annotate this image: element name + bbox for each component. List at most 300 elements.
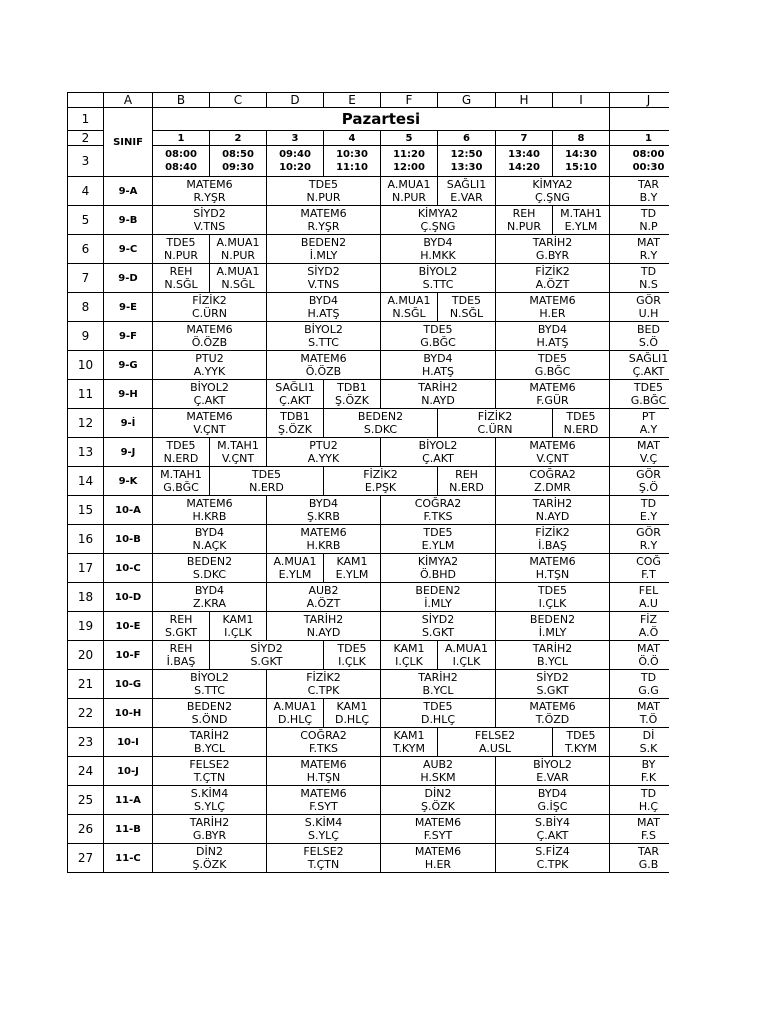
row-number[interactable]: 25 (68, 786, 104, 815)
class-name[interactable]: 11-B (104, 815, 153, 844)
lesson-cell[interactable] (381, 235, 496, 264)
lesson-cell[interactable] (153, 380, 267, 409)
lesson-cell[interactable] (153, 525, 267, 554)
lesson-teacher: V.ÇNT (193, 423, 226, 436)
lesson-cell[interactable] (210, 235, 267, 264)
lesson-cell[interactable] (153, 351, 267, 380)
lesson-cell[interactable] (610, 177, 670, 206)
lesson-cell[interactable] (153, 177, 267, 206)
lesson-cell[interactable] (153, 206, 267, 235)
lesson-subject: BEDEN2 (357, 410, 404, 423)
lesson-cell[interactable] (496, 322, 610, 351)
lesson-cell[interactable] (153, 467, 210, 496)
period-number[interactable]: 2 (210, 131, 267, 146)
lesson-cell[interactable] (496, 496, 610, 525)
period-number[interactable]: 4 (324, 131, 381, 146)
lesson-cell[interactable] (210, 641, 324, 670)
lesson-cell[interactable] (153, 264, 210, 293)
row-number[interactable]: 6 (68, 235, 104, 264)
lesson-cell[interactable] (496, 525, 610, 554)
lesson-cell[interactable] (381, 206, 496, 235)
lesson-teacher: İ.BAŞ (538, 539, 567, 552)
lesson-cell[interactable] (438, 293, 496, 322)
class-name[interactable]: 10-G (104, 670, 153, 699)
lesson-cell[interactable] (381, 293, 438, 322)
lesson-cell[interactable] (153, 641, 210, 670)
lesson-cell[interactable] (381, 554, 496, 583)
table-row (68, 815, 670, 844)
lesson-subject: TDE5 (337, 642, 367, 655)
lesson-cell[interactable] (267, 844, 381, 873)
class-header[interactable]: SINIF (104, 108, 153, 177)
lesson-teacher: C.ÜRN (477, 423, 513, 436)
lesson-teacher: İ.MLY (538, 626, 567, 639)
lesson-cell[interactable] (153, 786, 267, 815)
lesson-cell[interactable] (553, 728, 610, 757)
lesson-teacher: T.ÇTN (307, 858, 340, 871)
lesson-teacher: Z.DMR (534, 481, 571, 494)
lesson-cell[interactable] (610, 380, 670, 409)
lesson-cell[interactable] (496, 235, 610, 264)
row-number[interactable]: 8 (68, 293, 104, 322)
lesson-cell[interactable] (438, 728, 553, 757)
lesson-cell[interactable] (381, 322, 496, 351)
lesson-subject: MATEM6 (300, 787, 347, 800)
row-number[interactable]: 21 (68, 670, 104, 699)
lesson-subject: KAM1 (393, 642, 425, 655)
lesson-cell[interactable] (381, 264, 496, 293)
period-time[interactable] (267, 146, 324, 177)
lesson-cell[interactable] (496, 641, 610, 670)
lesson-cell[interactable] (381, 177, 438, 206)
lesson-teacher: H.TŞN (535, 568, 570, 581)
class-name[interactable]: 9-B (104, 206, 153, 235)
lesson-cell[interactable] (267, 293, 381, 322)
period-time[interactable] (610, 146, 670, 177)
lesson-cell[interactable] (324, 699, 381, 728)
lesson-cell[interactable] (610, 815, 670, 844)
period-number[interactable]: 5 (381, 131, 438, 146)
lesson-cell[interactable] (381, 380, 496, 409)
period-time[interactable] (438, 146, 496, 177)
lesson-cell[interactable] (267, 438, 381, 467)
class-name[interactable]: 10-I (104, 728, 153, 757)
lesson-cell[interactable] (610, 322, 670, 351)
lesson-cell[interactable] (610, 525, 670, 554)
lesson-teacher: Ö.BHD (420, 568, 456, 581)
lesson-cell[interactable] (267, 525, 381, 554)
lesson-cell[interactable] (610, 235, 670, 264)
period-time[interactable] (153, 146, 210, 177)
lesson-subject: BİYOL2 (190, 671, 229, 684)
lesson-cell[interactable] (324, 380, 381, 409)
lesson-teacher: T.KYM (565, 742, 597, 755)
lesson-cell[interactable] (610, 438, 670, 467)
lesson-cell[interactable] (267, 264, 381, 293)
lesson-cell[interactable] (324, 409, 438, 438)
lesson-cell[interactable] (381, 757, 496, 786)
lesson-teacher: F.S (640, 829, 657, 842)
lesson-cell[interactable] (610, 670, 670, 699)
column-header-a[interactable]: A (104, 93, 153, 108)
row-number[interactable]: 14 (68, 467, 104, 496)
lesson-cell[interactable] (438, 467, 496, 496)
class-name[interactable]: 9-İ (104, 409, 153, 438)
class-name[interactable]: 9-E (104, 293, 153, 322)
period-time[interactable] (496, 146, 553, 177)
lesson-cell[interactable] (610, 554, 670, 583)
lesson-cell[interactable] (496, 583, 610, 612)
lesson-cell[interactable] (210, 467, 324, 496)
lesson-cell[interactable] (610, 583, 670, 612)
lesson-subject: TD (640, 207, 657, 220)
lesson-cell[interactable] (610, 728, 670, 757)
row-number[interactable]: 23 (68, 728, 104, 757)
lesson-cell[interactable] (210, 264, 267, 293)
period-time[interactable] (553, 146, 610, 177)
lesson-teacher: B.YCL (422, 684, 454, 697)
lesson-cell[interactable] (496, 786, 610, 815)
lesson-cell[interactable] (153, 757, 267, 786)
lesson-cell[interactable] (496, 815, 610, 844)
cell[interactable] (610, 108, 670, 131)
period-time[interactable] (381, 146, 438, 177)
lesson-cell[interactable] (610, 351, 670, 380)
lesson-teacher: S.ÖND (191, 713, 228, 726)
title-row (68, 108, 670, 131)
lesson-teacher: F.SYT (423, 829, 453, 842)
class-name[interactable]: 10-H (104, 699, 153, 728)
row-number[interactable]: 15 (68, 496, 104, 525)
column-header-e[interactable]: E (324, 93, 381, 108)
lesson-cell[interactable] (267, 583, 381, 612)
lesson-teacher: S.TTC (194, 684, 225, 697)
class-name[interactable]: 9-C (104, 235, 153, 264)
lesson-cell[interactable] (496, 293, 610, 322)
lesson-subject: BİYOL2 (190, 381, 229, 394)
row-number[interactable]: 18 (68, 583, 104, 612)
lesson-cell[interactable] (496, 844, 610, 873)
column-header-i[interactable]: I (553, 93, 610, 108)
lesson-teacher: A.ÖZT (535, 278, 570, 291)
row-number[interactable]: 13 (68, 438, 104, 467)
lesson-cell[interactable] (381, 496, 496, 525)
period-number[interactable]: 1 (153, 131, 210, 146)
lesson-cell[interactable] (438, 641, 496, 670)
column-header-d[interactable]: D (267, 93, 324, 108)
row-number[interactable]: 10 (68, 351, 104, 380)
lesson-cell[interactable] (153, 728, 267, 757)
class-name[interactable]: 10-B (104, 525, 153, 554)
lesson-cell[interactable] (267, 815, 381, 844)
lesson-teacher: N.SĞL (164, 278, 198, 291)
lesson-cell[interactable] (153, 438, 210, 467)
row-number[interactable]: 3 (68, 146, 104, 177)
lesson-subject: MATEM6 (186, 323, 233, 336)
table-row (68, 728, 670, 757)
class-name[interactable]: 9-D (104, 264, 153, 293)
lesson-cell[interactable] (610, 496, 670, 525)
lesson-cell[interactable] (381, 612, 496, 641)
lesson-cell[interactable] (267, 496, 381, 525)
lesson-cell[interactable] (381, 844, 496, 873)
lesson-cell[interactable] (610, 293, 670, 322)
class-name[interactable]: 9-F (104, 322, 153, 351)
lesson-cell[interactable] (267, 670, 381, 699)
class-name[interactable]: 10-A (104, 496, 153, 525)
column-header-c[interactable]: C (210, 93, 267, 108)
period-number[interactable]: 3 (267, 131, 324, 146)
lesson-cell[interactable] (381, 815, 496, 844)
lesson-cell[interactable] (153, 583, 267, 612)
lesson-cell[interactable] (267, 380, 324, 409)
lesson-cell[interactable] (210, 612, 267, 641)
row-number[interactable]: 12 (68, 409, 104, 438)
class-name[interactable]: 10-J (104, 757, 153, 786)
period-number[interactable]: 1 (610, 131, 670, 146)
lesson-subject: A.MUA1 (273, 555, 317, 568)
lesson-teacher: C.TPK (307, 684, 340, 697)
row-number[interactable]: 26 (68, 815, 104, 844)
lesson-cell[interactable] (553, 206, 610, 235)
row-number[interactable]: 11 (68, 380, 104, 409)
row-number[interactable]: 22 (68, 699, 104, 728)
lesson-teacher: V.TNS (307, 278, 340, 291)
lesson-cell[interactable] (267, 177, 381, 206)
lesson-cell[interactable] (496, 757, 610, 786)
class-name[interactable]: 9-J (104, 438, 153, 467)
lesson-teacher: U.H (638, 307, 659, 320)
lesson-cell[interactable] (324, 641, 381, 670)
lesson-cell[interactable] (381, 670, 496, 699)
period-time[interactable] (210, 146, 267, 177)
column-header-h[interactable]: H (496, 93, 553, 108)
period-number[interactable]: 7 (496, 131, 553, 146)
lesson-subject: FELSE2 (303, 845, 344, 858)
class-name[interactable]: 11-A (104, 786, 153, 815)
lesson-cell[interactable] (267, 757, 381, 786)
table-row (68, 380, 670, 409)
row-number[interactable]: 2 (68, 131, 104, 146)
lesson-cell[interactable] (381, 699, 496, 728)
row-number[interactable]: 9 (68, 322, 104, 351)
lesson-cell[interactable] (153, 293, 267, 322)
row-number[interactable]: 27 (68, 844, 104, 873)
column-header-g[interactable]: G (438, 93, 496, 108)
table-row (68, 786, 670, 815)
period-start: 08:00 (632, 149, 665, 160)
class-name[interactable]: 11-C (104, 844, 153, 873)
lesson-teacher: N.PUR (391, 191, 427, 204)
lesson-teacher: H.ER (424, 858, 452, 871)
lesson-cell[interactable] (267, 409, 324, 438)
row-number[interactable]: 24 (68, 757, 104, 786)
lesson-cell[interactable] (381, 583, 496, 612)
lesson-teacher: V.TNS (193, 220, 226, 233)
period-number[interactable]: 6 (438, 131, 496, 146)
lesson-cell[interactable] (153, 496, 267, 525)
row-number[interactable]: 16 (68, 525, 104, 554)
lesson-subject: MATEM6 (186, 178, 233, 191)
lesson-teacher: N.AÇK (192, 539, 227, 552)
lesson-cell[interactable] (267, 786, 381, 815)
column-header-f[interactable]: F (381, 93, 438, 108)
lesson-cell[interactable] (267, 728, 381, 757)
lesson-cell[interactable] (267, 351, 381, 380)
row-number[interactable]: 7 (68, 264, 104, 293)
row-number[interactable]: 4 (68, 177, 104, 206)
lesson-cell[interactable] (381, 525, 496, 554)
lesson-subject: TAR (637, 178, 660, 191)
lesson-subject: FİZ (639, 613, 658, 626)
class-name[interactable]: 9-A (104, 177, 153, 206)
lesson-subject: BİYOL2 (418, 439, 458, 452)
lesson-cell[interactable] (610, 206, 670, 235)
lesson-cell[interactable] (610, 699, 670, 728)
lesson-teacher: Ç.AKT (536, 829, 569, 842)
lesson-subject: BİYOL2 (418, 265, 458, 278)
lesson-cell[interactable] (438, 409, 553, 438)
lesson-cell[interactable] (610, 786, 670, 815)
lesson-cell[interactable] (496, 670, 610, 699)
lesson-cell[interactable] (496, 351, 610, 380)
lesson-cell[interactable] (153, 612, 210, 641)
lesson-cell[interactable] (381, 786, 496, 815)
lesson-cell[interactable] (267, 206, 381, 235)
lesson-cell[interactable] (267, 612, 381, 641)
lesson-cell[interactable] (153, 699, 267, 728)
row-number[interactable]: 1 (68, 108, 104, 131)
lesson-cell[interactable] (210, 438, 267, 467)
lesson-teacher: İ.MLY (424, 597, 452, 610)
lesson-cell[interactable] (153, 670, 267, 699)
lesson-cell[interactable] (381, 438, 496, 467)
lesson-teacher: G.B (638, 858, 659, 871)
lesson-subject: TDE5 (308, 178, 339, 191)
lesson-subject: TDE5 (423, 323, 453, 336)
class-name[interactable]: 9-K (104, 467, 153, 496)
lesson-cell[interactable] (267, 699, 324, 728)
lesson-teacher: G.BĞC (534, 365, 571, 378)
lesson-cell[interactable] (324, 554, 381, 583)
lesson-cell[interactable] (496, 467, 610, 496)
lesson-cell[interactable] (553, 409, 610, 438)
lesson-cell[interactable] (496, 206, 553, 235)
lesson-cell[interactable] (267, 554, 324, 583)
lesson-teacher: I.ÇLK (452, 655, 481, 668)
lesson-cell[interactable] (153, 554, 267, 583)
lesson-cell[interactable] (610, 264, 670, 293)
lesson-subject: TDE5 (251, 468, 282, 481)
row-number[interactable]: 5 (68, 206, 104, 235)
lesson-cell[interactable] (496, 699, 610, 728)
table-row (68, 438, 670, 467)
lesson-subject: KAM1 (336, 555, 368, 568)
lesson-subject: TD (640, 265, 657, 278)
lesson-cell[interactable] (610, 641, 670, 670)
lesson-cell[interactable] (381, 728, 438, 757)
lesson-subject: TARİH2 (532, 642, 573, 655)
period-number-row (68, 131, 670, 146)
lesson-cell[interactable] (496, 438, 610, 467)
lesson-subject: FELSE2 (189, 758, 230, 771)
lesson-cell[interactable] (610, 409, 670, 438)
lesson-teacher: H.TŞN (306, 771, 341, 784)
lesson-cell[interactable] (610, 467, 670, 496)
lesson-subject: S.BİY4 (535, 816, 570, 829)
lesson-cell[interactable] (496, 177, 610, 206)
lesson-cell[interactable] (153, 409, 267, 438)
lesson-subject: TDE5 (537, 584, 568, 597)
lesson-teacher: B.YCL (194, 742, 225, 755)
column-header-b[interactable]: B (153, 93, 210, 108)
class-name[interactable]: 10-D (104, 583, 153, 612)
column-header-j[interactable]: J (610, 93, 670, 108)
lesson-cell[interactable] (610, 757, 670, 786)
class-name[interactable]: 9-G (104, 351, 153, 380)
row-number[interactable]: 19 (68, 612, 104, 641)
lesson-subject: MATEM6 (414, 845, 462, 858)
lesson-subject: TARİH2 (532, 236, 573, 249)
lesson-cell[interactable] (324, 467, 438, 496)
lesson-teacher: D.HLÇ (334, 713, 370, 726)
class-name[interactable]: 9-H (104, 380, 153, 409)
lesson-cell[interactable] (153, 322, 267, 351)
lesson-cell[interactable] (267, 235, 381, 264)
lesson-subject: PTU2 (195, 352, 224, 365)
lesson-teacher: Ç.AKT (632, 365, 665, 378)
lesson-teacher: D.HLÇ (277, 713, 313, 726)
lesson-cell[interactable] (496, 380, 610, 409)
lesson-subject: MAT (637, 642, 660, 655)
lesson-teacher: G.BĞC (630, 394, 667, 407)
class-name[interactable]: 10-E (104, 612, 153, 641)
corner-cell[interactable] (68, 93, 104, 108)
lesson-cell[interactable] (153, 235, 210, 264)
lesson-cell[interactable] (153, 844, 267, 873)
period-end: 08:40 (165, 162, 197, 173)
lesson-cell[interactable] (496, 264, 610, 293)
lesson-cell[interactable] (610, 844, 670, 873)
lesson-teacher: G.G (638, 684, 659, 697)
lesson-teacher: N.SĞL (392, 307, 426, 320)
lesson-subject: TDE5 (537, 352, 568, 365)
lesson-teacher: I.ÇLK (395, 655, 423, 668)
row-number[interactable]: 17 (68, 554, 104, 583)
lesson-cell[interactable] (153, 815, 267, 844)
lesson-cell[interactable] (496, 612, 610, 641)
lesson-subject: COĞRA2 (414, 497, 462, 510)
lesson-subject: DİN2 (196, 845, 223, 858)
class-name[interactable]: 10-F (104, 641, 153, 670)
lesson-cell[interactable] (438, 177, 496, 206)
row-number[interactable]: 20 (68, 641, 104, 670)
lesson-subject: BEDEN2 (300, 236, 347, 249)
period-start: 12:50 (450, 149, 483, 160)
period-time[interactable] (324, 146, 381, 177)
period-number[interactable]: 8 (553, 131, 610, 146)
lesson-cell[interactable] (496, 554, 610, 583)
lesson-subject: MATEM6 (529, 381, 576, 394)
lesson-cell[interactable] (381, 351, 496, 380)
lesson-cell[interactable] (610, 612, 670, 641)
lesson-cell[interactable] (267, 322, 381, 351)
lesson-cell[interactable] (381, 641, 438, 670)
table-row (68, 612, 670, 641)
lesson-teacher: V.ÇNT (536, 452, 569, 465)
class-name[interactable]: 10-C (104, 554, 153, 583)
day-title[interactable]: Pazartesi (153, 108, 610, 131)
